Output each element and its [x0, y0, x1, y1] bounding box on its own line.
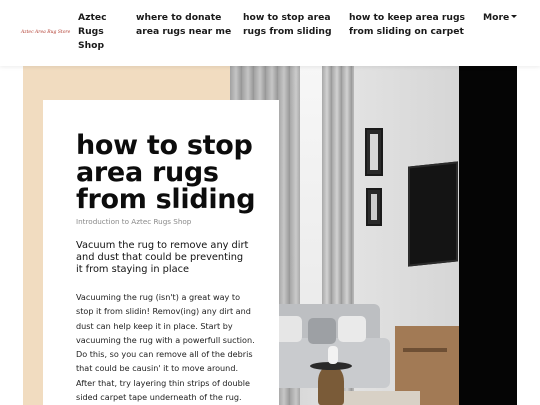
photo-wall-frame: [365, 128, 383, 176]
photo-dark-edge: [459, 66, 517, 405]
article-body: Vacuuming the rug (isn't) a great way to stop it from slidin! Remov(ing) any dirt and dust can help keep it in place. Start by vacuuming the rug with a powerfull suction. Do this, so you can remove all of the debris that could be causin' it to move around. After that, try layering thin strips of double sided carpet tape underneath of the rug.: [76, 292, 255, 403]
caret-down-icon: [511, 15, 517, 18]
article-lead: Vacuum the rug to remove any dirt and dust that could be preventing it from staying in place: [76, 240, 249, 275]
site-logo[interactable]: Aztec Area Rug Store: [21, 30, 71, 35]
article-subtitle: Introduction to Aztec Rugs Shop: [76, 217, 192, 226]
more-label: More: [483, 12, 510, 23]
nav-item-keep-rugs-on-carpet[interactable]: how to keep area rugs from sliding on carpet: [349, 12, 466, 37]
photo-vase: [328, 346, 338, 364]
photo-side-table: [318, 366, 344, 405]
nav-item-aztec-rugs-shop[interactable]: Aztec Rugs Shop: [78, 12, 107, 51]
site-header: [0, 0, 540, 66]
photo-area-rug: [340, 391, 420, 405]
photo-pillow: [338, 316, 366, 342]
nav-more-menu[interactable]: [483, 11, 517, 25]
article-title: how to stop area rugs from sliding: [76, 130, 256, 215]
photo-pillow: [308, 318, 336, 344]
nav-item-how-to-stop-sliding[interactable]: how to stop area rugs from sliding: [243, 12, 332, 37]
photo-wall-frame: [366, 188, 382, 226]
article-card: [43, 100, 279, 405]
nav-item-where-to-donate[interactable]: where to donate area rugs near me: [136, 12, 232, 37]
photo-television: [408, 161, 458, 266]
